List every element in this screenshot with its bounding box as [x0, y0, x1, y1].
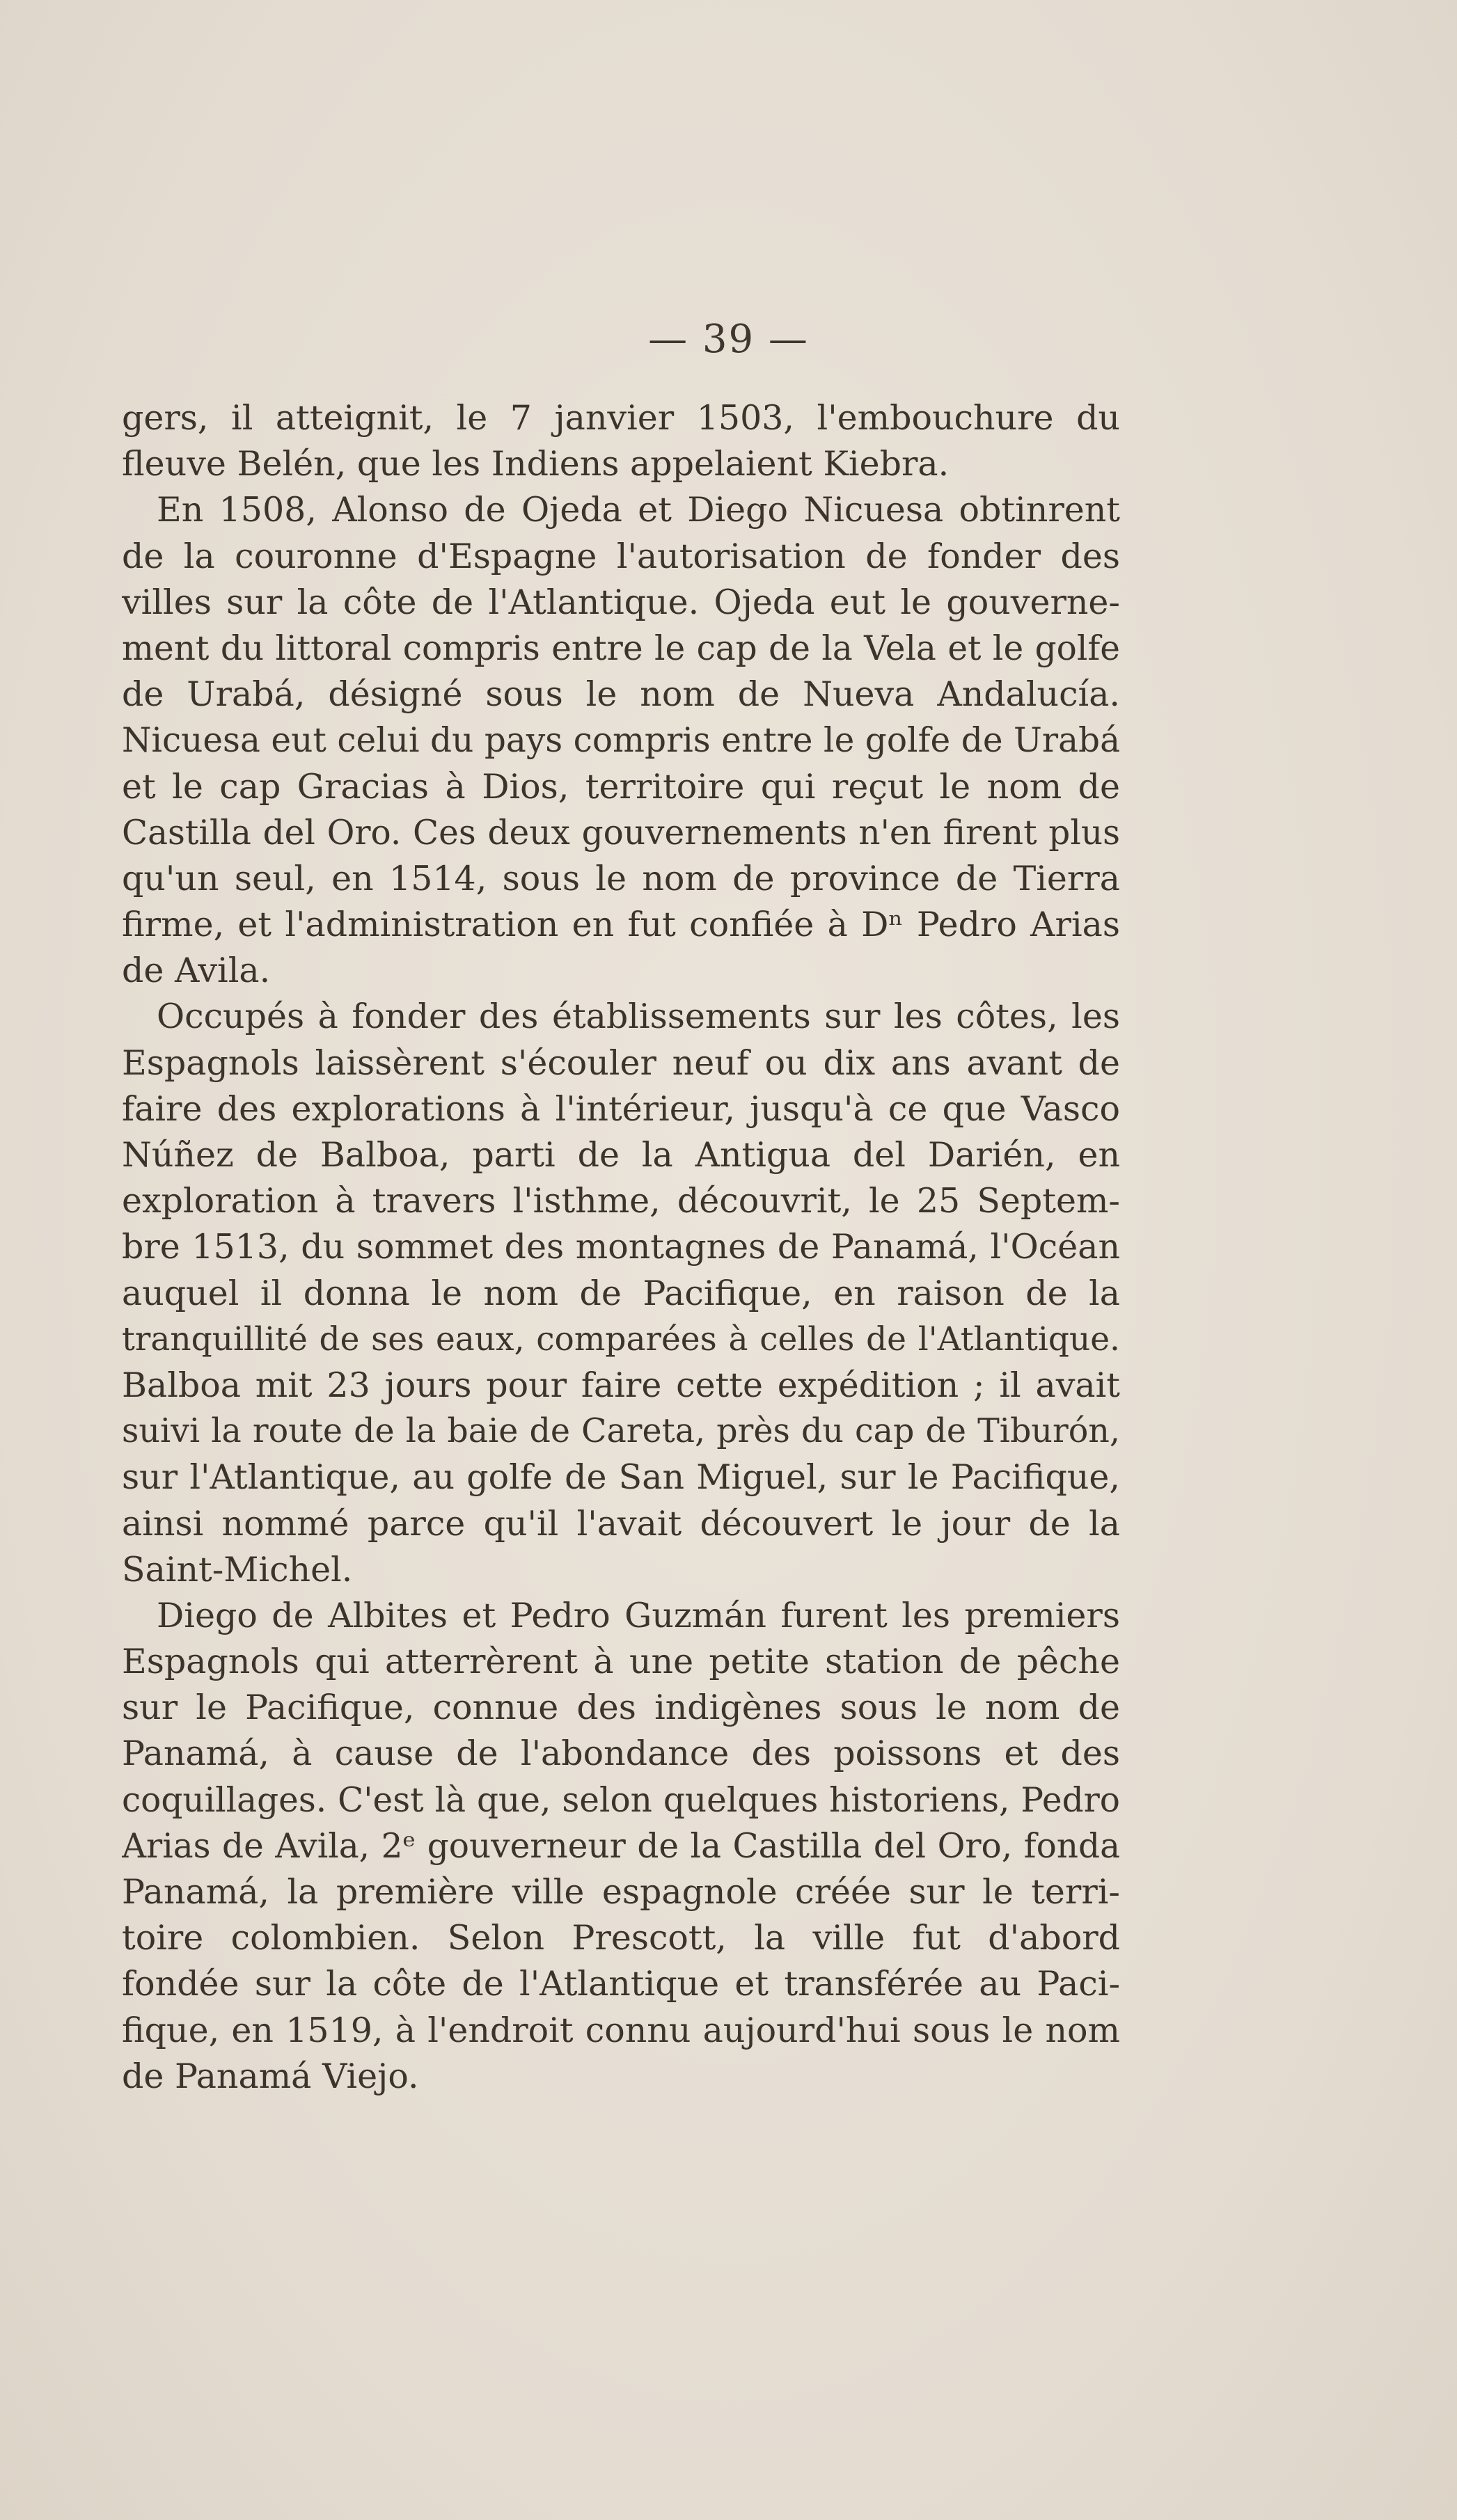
text-line: sur le Pacifique, connue des indigènes sous le nom de	[122, 1688, 1120, 1728]
text-line: auquel il donna le nom de Pacifique, en raison de la	[122, 1273, 1120, 1313]
text-line: coquillages. C'est là que, selon quelques historiens, Pedro	[122, 1780, 1120, 1820]
text-line: Espagnols qui atterrèrent à une petite station de pêche	[122, 1642, 1120, 1682]
text-line: Panamá, à cause de l'abondance des poissons et des	[122, 1734, 1120, 1774]
text-line: qu'un seul, en 1514, sous le nom de province de Tierra	[122, 858, 1120, 898]
text-line: ainsi nommé parce qu'il l'avait découvert le jour de la	[122, 1503, 1120, 1544]
text-line: firme, et l'administration en fut confiée à Dⁿ Pedro Arias	[122, 905, 1120, 945]
text-line: de Panamá Viejo.	[122, 2056, 419, 2096]
text-line: Espagnols laissèrent s'écouler neuf ou dix ans avant de	[122, 1043, 1120, 1083]
text-line: toire colombien. Selon Prescott, la ville fut d'abord	[122, 1918, 1120, 1958]
text-line: faire des explorations à l'intérieur, jusqu'à ce que Vasco	[122, 1088, 1120, 1129]
text-line: fleuve Belén, que les Indiens appelaient Kiebra.	[122, 444, 950, 484]
text-line: ment du littoral compris entre le cap de la Vela et le golfe	[122, 628, 1120, 668]
text-line: fique, en 1519, à l'endroit connu aujourd'hui sous le nom	[122, 2010, 1120, 2050]
text-line: de la couronne d'Espagne l'autorisation de fonder des	[122, 536, 1120, 576]
body-text	[122, 395, 1120, 2100]
text-line: exploration à travers l'isthme, découvrit, le 25 Septem-	[122, 1181, 1120, 1221]
text-line: suivi la route de la baie de Careta, près du cap de Tiburón,	[122, 1412, 1120, 1451]
text-line: bre 1513, du sommet des montagnes de Panamá, l'Océan	[122, 1227, 1120, 1267]
text-line: Occupés à fonder des établissements sur les côtes, les	[157, 997, 1120, 1037]
text-line: de Urabá, désigné sous le nom de Nueva Andalucía.	[122, 674, 1120, 715]
text-line: Nicuesa eut celui du pays compris entre le golfe de Urabá	[122, 721, 1120, 761]
text-line: villes sur la côte de l'Atlantique. Ojeda eut le gouverne-	[122, 582, 1120, 622]
text-line: de Avila.	[122, 951, 271, 991]
text-line: et le cap Gracias à Dios, territoire qui reçut le nom de	[122, 766, 1120, 807]
text-line: En 1508, Alonso de Ojeda et Diego Nicuesa obtinrent	[157, 490, 1120, 530]
text-line: fondée sur la côte de l'Atlantique et transférée au Paci-	[122, 1964, 1120, 2004]
text-line: Núñez de Balboa, parti de la Antigua del Darién, en	[122, 1135, 1120, 1175]
text-line: Panamá, la première ville espagnole créée sur le terri-	[122, 1872, 1120, 1912]
page-number: — 39 —	[648, 317, 809, 362]
text-line: Diego de Albites et Pedro Guzmán furent les premiers	[157, 1595, 1120, 1635]
text-line: Saint-Michel.	[122, 1549, 353, 1590]
text-line: tranquillité de ses eaux, comparées à celles de l'Atlantique.	[122, 1320, 1120, 1358]
text-line: Balboa mit 23 jours pour faire cette expédition ; il avait	[122, 1365, 1120, 1405]
text-line: sur l'Atlantique, au golfe de San Miguel, sur le Pacifique,	[122, 1457, 1120, 1498]
text-line: Castilla del Oro. Ces deux gouvernements n'en firent plus	[122, 813, 1120, 853]
text-line: gers, il atteignit, le 7 janvier 1503, l'embouchure du	[122, 398, 1120, 438]
text-line: Arias de Avila, 2ᵉ gouverneur de la Castilla del Oro, fonda	[122, 1826, 1120, 1866]
